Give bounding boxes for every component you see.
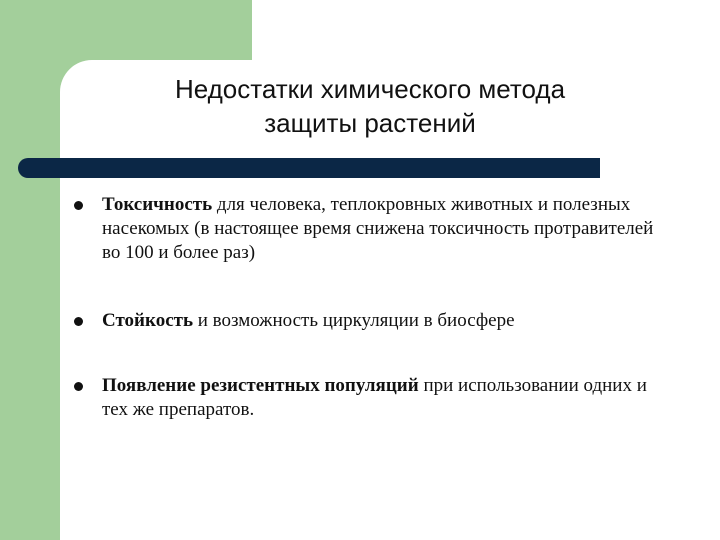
bullet-bold-term: Стойкость: [102, 310, 194, 331]
slide-title-line-2: защиты растений: [264, 108, 476, 138]
bullet-text: для человека, теплокровных животных и полезных насекомых (в настоящее время снижена токсичность протравителей во 100 и более раз): [102, 194, 654, 263]
bullet-item-toxicity: [74, 193, 674, 265]
slide-title: [80, 72, 660, 140]
title-divider-bar: [18, 158, 600, 178]
bullet-dot-icon: [74, 317, 83, 326]
bullet-item-persistence: [74, 309, 674, 333]
bullet-dot-icon: [74, 382, 83, 391]
decor-green-left-strip: [0, 0, 60, 540]
bullet-text: и возможность циркуляции в биосфере: [193, 310, 515, 331]
bullet-dot-icon: [74, 201, 83, 210]
bullet-text: при использовании одних и тех же препаратов.: [102, 375, 647, 420]
bullet-bold-term: Появление резистентных популяций: [102, 375, 419, 396]
bullet-list: [74, 193, 674, 422]
bullet-item-resistance: [74, 374, 674, 422]
slide-title-line-1: Недостатки химического метода: [174, 74, 566, 104]
bullet-bold-term: Токсичность: [102, 194, 213, 215]
decor-green-top-strip: [60, 0, 252, 60]
